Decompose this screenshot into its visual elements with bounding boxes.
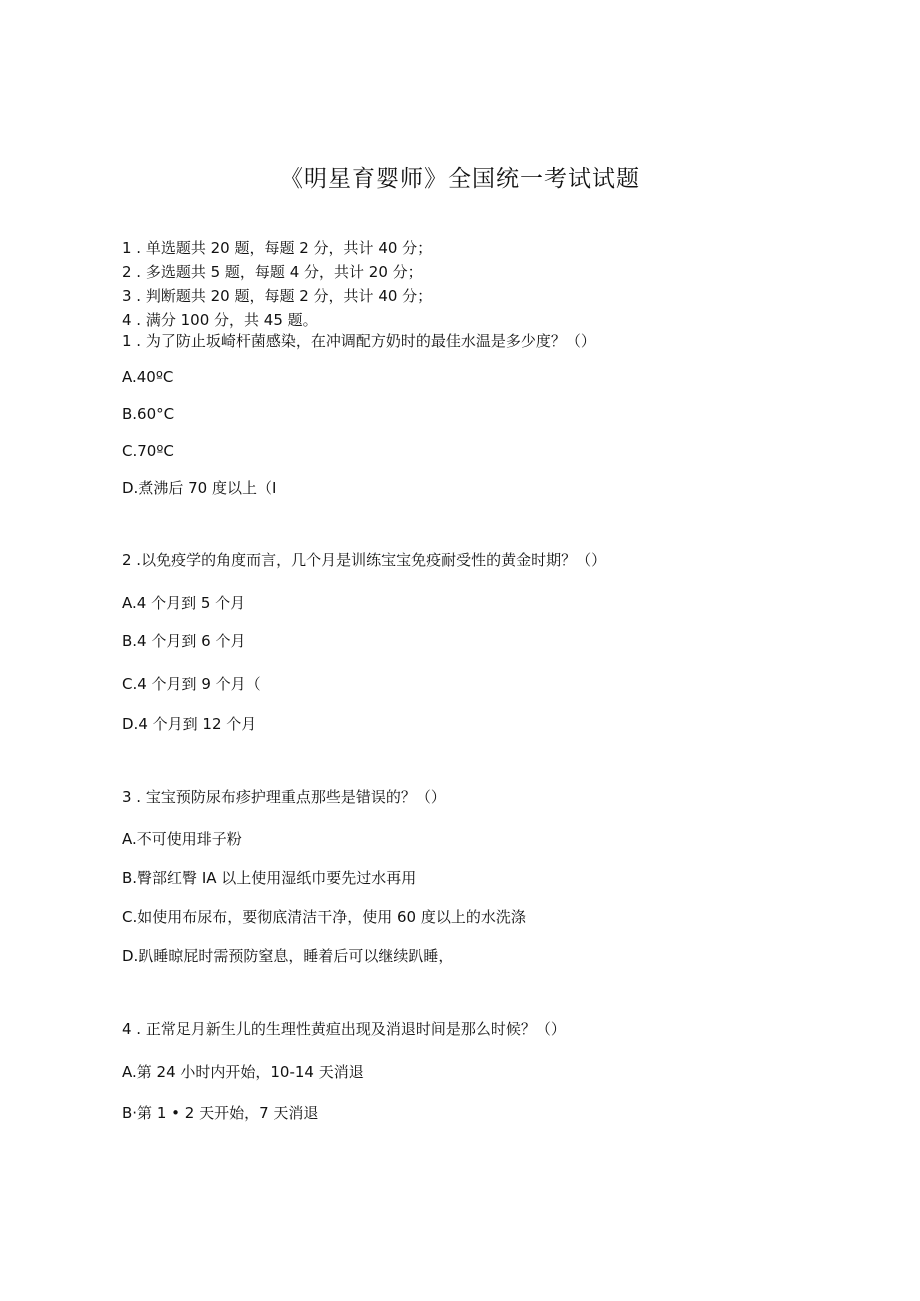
question-stem: 3 . 宝宝预防尿布疹护理重点那些是错误的？（） (122, 788, 446, 806)
instruction-line: 3 . 判断题共 20 题，每题 2 分，共计 40 分； (122, 287, 433, 305)
answer-option: D.趴睡晾屁时需预防窒息，睡着后可以继续趴睡， (122, 947, 454, 965)
answer-option: A.4 个月到 5 个月 (122, 594, 246, 612)
answer-option: B.4 个月到 6 个月 (122, 632, 246, 650)
answer-option: A.第 24 小时内开始，10-14 天消退 (122, 1063, 364, 1081)
answer-option: C.70ºC (122, 442, 174, 460)
answer-option: B.60°C (122, 405, 175, 423)
answer-option: C.4 个月到 9 个月（ (122, 675, 261, 693)
instruction-line: 4 . 满分 100 分，共 45 题。 (122, 311, 318, 329)
answer-option: C.如使用布尿布，要彻底清洁干净，使用 60 度以上的水洗涤 (122, 908, 526, 926)
answer-option: A.不可使用琲子粉 (122, 830, 242, 848)
instruction-line: 1 . 单选题共 20 题，每题 2 分，共计 40 分； (122, 239, 433, 257)
question-stem: 1 . 为了防止坂崎杆菌感染，在冲调配方奶时的最佳水温是多少度？（） (122, 332, 596, 350)
answer-option: A.40ºC (122, 368, 174, 386)
answer-option: B·第 1 • 2 天开始，7 天消退 (122, 1104, 319, 1122)
page-title: 《明星育婴师》全国统一考试试题 (280, 166, 640, 192)
question-stem: 2 .以免疫学的角度而言，几个月是训练宝宝免疫耐受性的黄金时期？（） (122, 551, 607, 569)
answer-option: B.臀部红臀 IA 以上使用湿纸巾要先过水再用 (122, 869, 417, 887)
answer-option: D.煮沸后 70 度以上（I (122, 479, 277, 497)
answer-option: D.4 个月到 12 个月 (122, 715, 257, 733)
instruction-line: 2 . 多选题共 5 题，每题 4 分，共计 20 分； (122, 263, 423, 281)
question-stem: 4 . 正常足月新生儿的生理性黄疸出现及消退时间是那么时候？（） (122, 1020, 566, 1038)
